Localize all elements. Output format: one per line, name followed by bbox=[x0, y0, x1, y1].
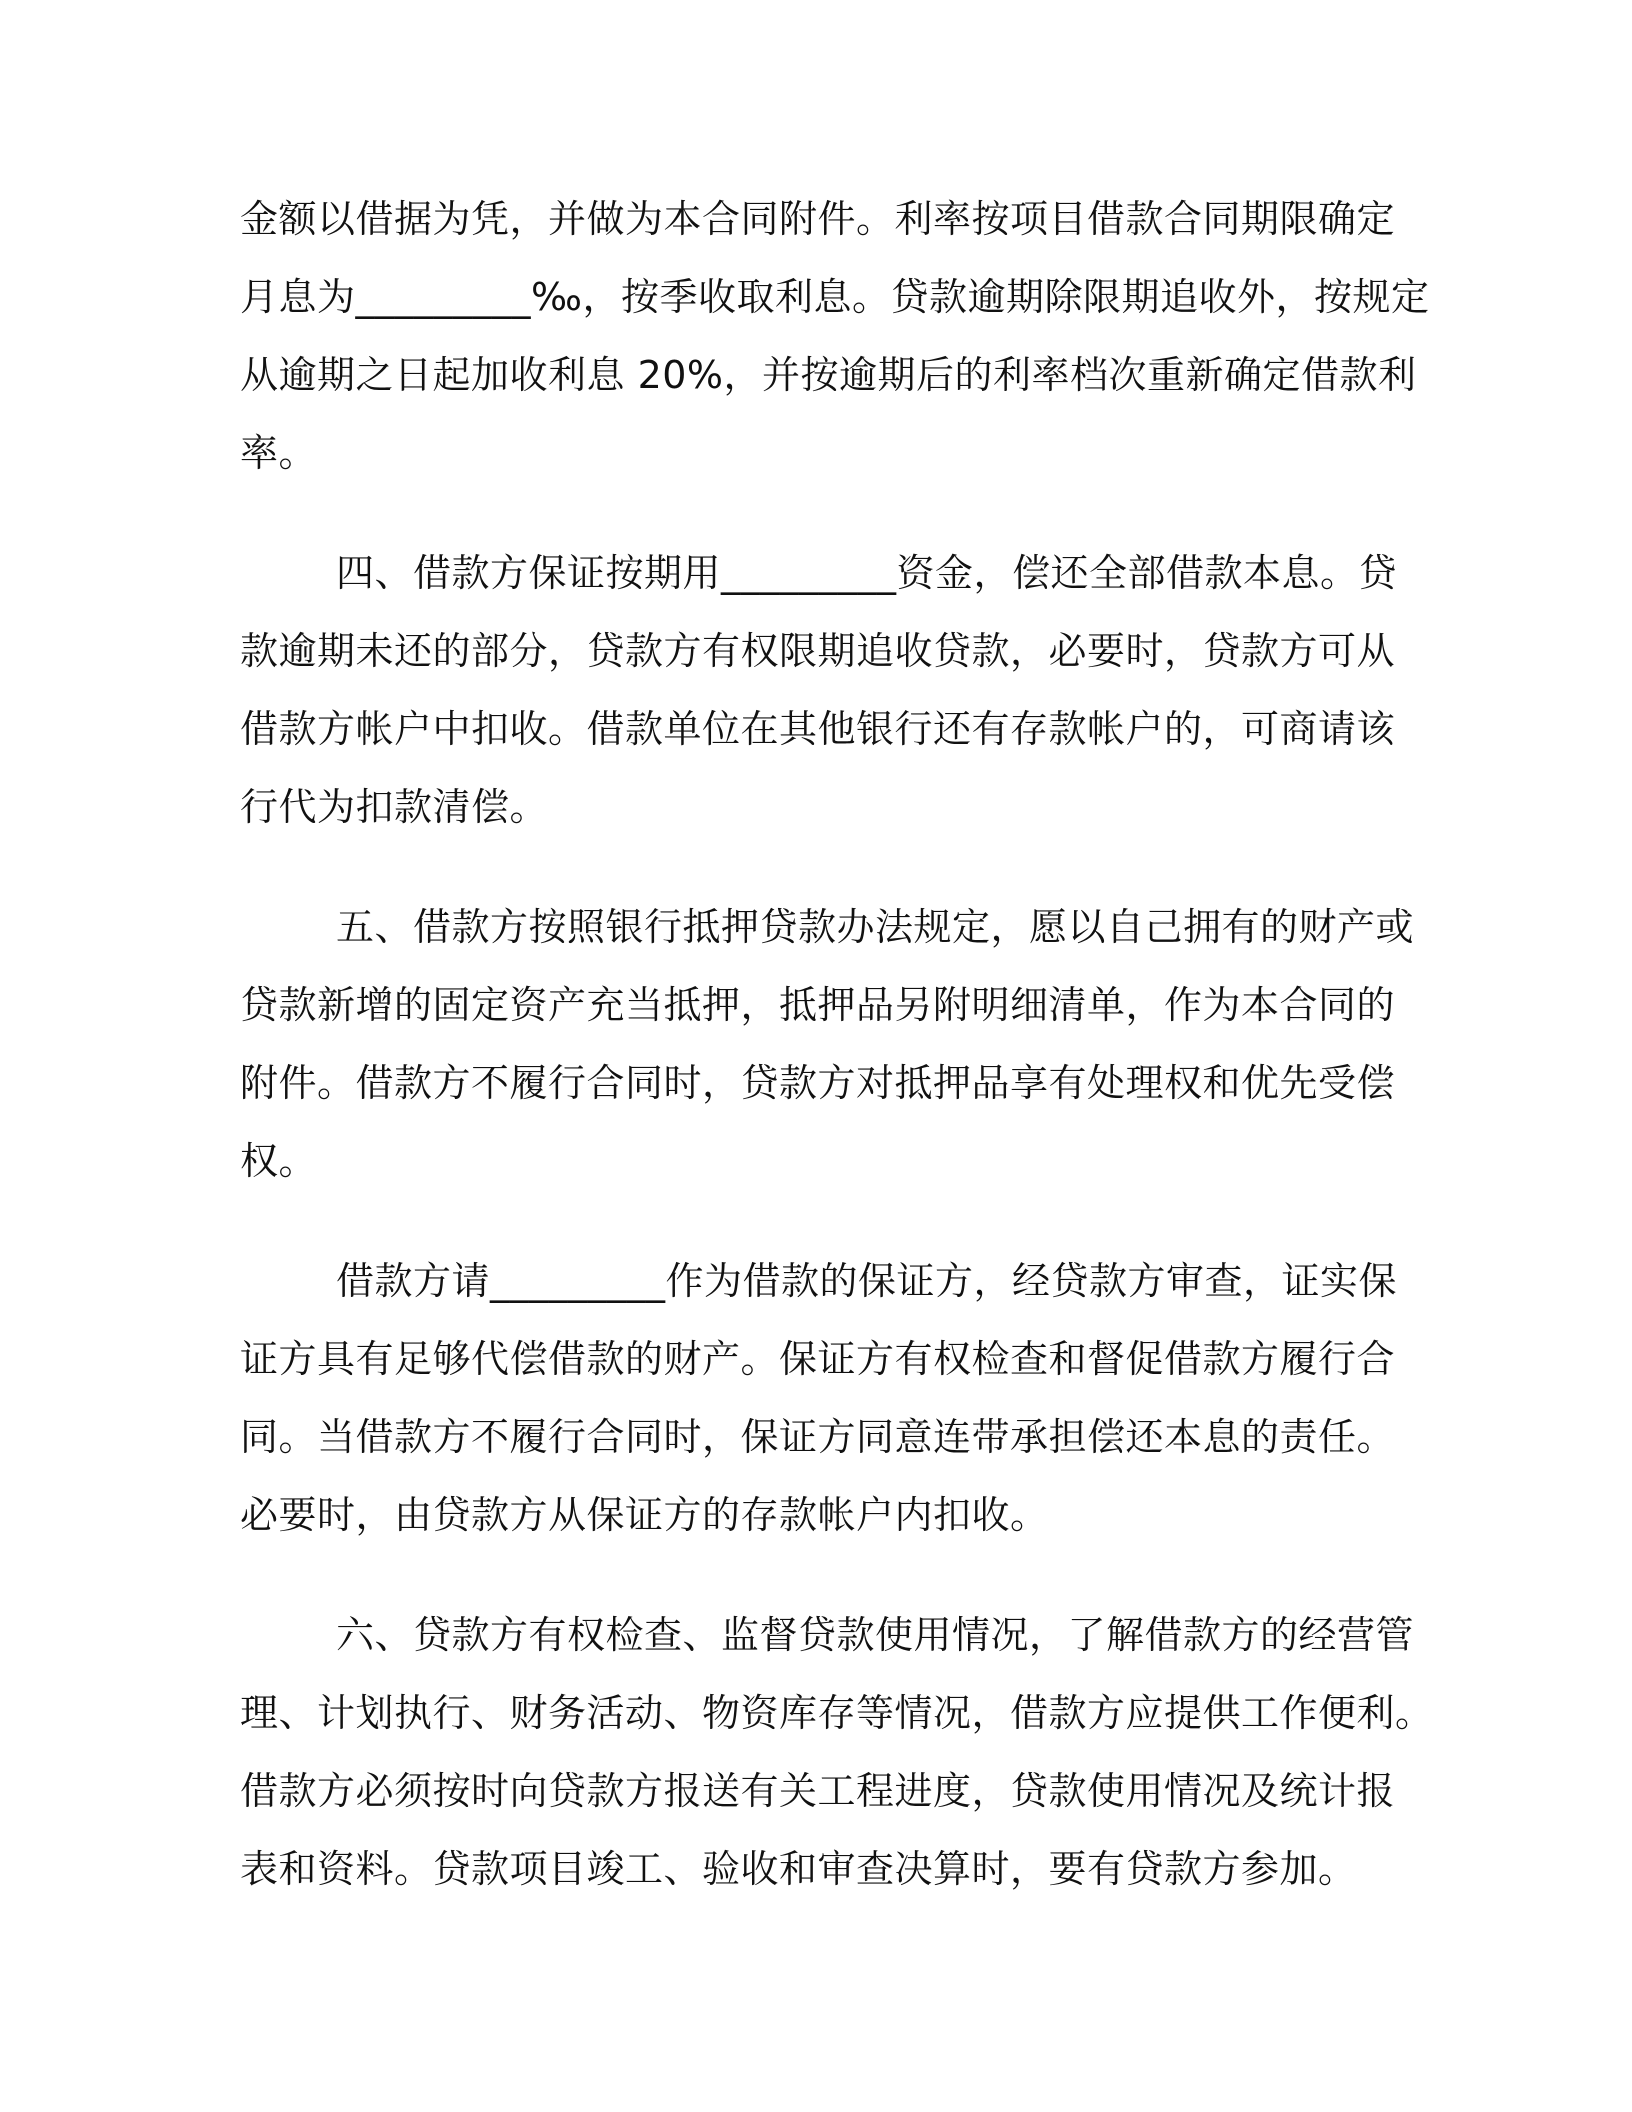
paragraph-guarantor bbox=[240, 1242, 1398, 1554]
text-line: 借款方帐户中扣收。借款单位在其他银行还有存款帐户的，可商请该 bbox=[240, 707, 1396, 751]
text-line: 款逾期未还的部分，贷款方有权限期追收贷款，必要时，贷款方可从 bbox=[240, 629, 1396, 673]
text-line: 行代为扣款清偿。 bbox=[240, 785, 549, 829]
text-line: 必要时，由贷款方从保证方的存款帐户内扣收。 bbox=[240, 1493, 1049, 1537]
paragraph-interest-rate bbox=[240, 180, 1430, 492]
text-line: 五、借款方按照银行抵押贷款办法规定，愿以自己拥有的财产或 bbox=[336, 905, 1415, 949]
text-line: 同。当借款方不履行合同时，保证方同意连带承担偿还本息的责任。 bbox=[240, 1415, 1396, 1459]
text-line: 月息为_________‰，按季收取利息。贷款逾期除限期追收外，按规定 bbox=[240, 275, 1430, 319]
contract-body bbox=[240, 180, 1434, 1950]
text-line: 借款方必须按时向贷款方报送有关工程进度，贷款使用情况及统计报 bbox=[240, 1769, 1396, 1813]
paragraph-clause-four bbox=[240, 534, 1398, 846]
paragraph-clause-six bbox=[240, 1596, 1434, 1908]
text-line: 金额以借据为凭，并做为本合同附件。利率按项目借款合同期限确定 bbox=[240, 197, 1396, 241]
text-line: 四、借款方保证按期用_________资金，偿还全部借款本息。贷 bbox=[336, 551, 1398, 595]
text-line: 从逾期之日起加收利息 20%，并按逾期后的利率档次重新确定借款利 bbox=[240, 353, 1417, 397]
text-line: 贷款新增的固定资产充当抵押，抵押品另附明细清单，作为本合同的 bbox=[240, 983, 1396, 1027]
text-line: 表和资料。贷款项目竣工、验收和审查决算时，要有贷款方参加。 bbox=[240, 1847, 1357, 1891]
text-line: 理、计划执行、财务活动、物资库存等情况，借款方应提供工作便利。 bbox=[240, 1691, 1434, 1735]
text-line: 六、贷款方有权检查、监督贷款使用情况，了解借款方的经营管 bbox=[336, 1613, 1415, 1657]
paragraph-clause-five bbox=[240, 888, 1415, 1200]
text-line: 证方具有足够代偿借款的财产。保证方有权检查和督促借款方履行合 bbox=[240, 1337, 1396, 1381]
text-line: 借款方请_________作为借款的保证方，经贷款方审查，证实保 bbox=[336, 1259, 1398, 1303]
text-line: 率。 bbox=[240, 431, 318, 475]
text-line: 附件。借款方不履行合同时，贷款方对抵押品享有处理权和优先受偿 bbox=[240, 1061, 1396, 1105]
text-line: 权。 bbox=[240, 1139, 318, 1183]
